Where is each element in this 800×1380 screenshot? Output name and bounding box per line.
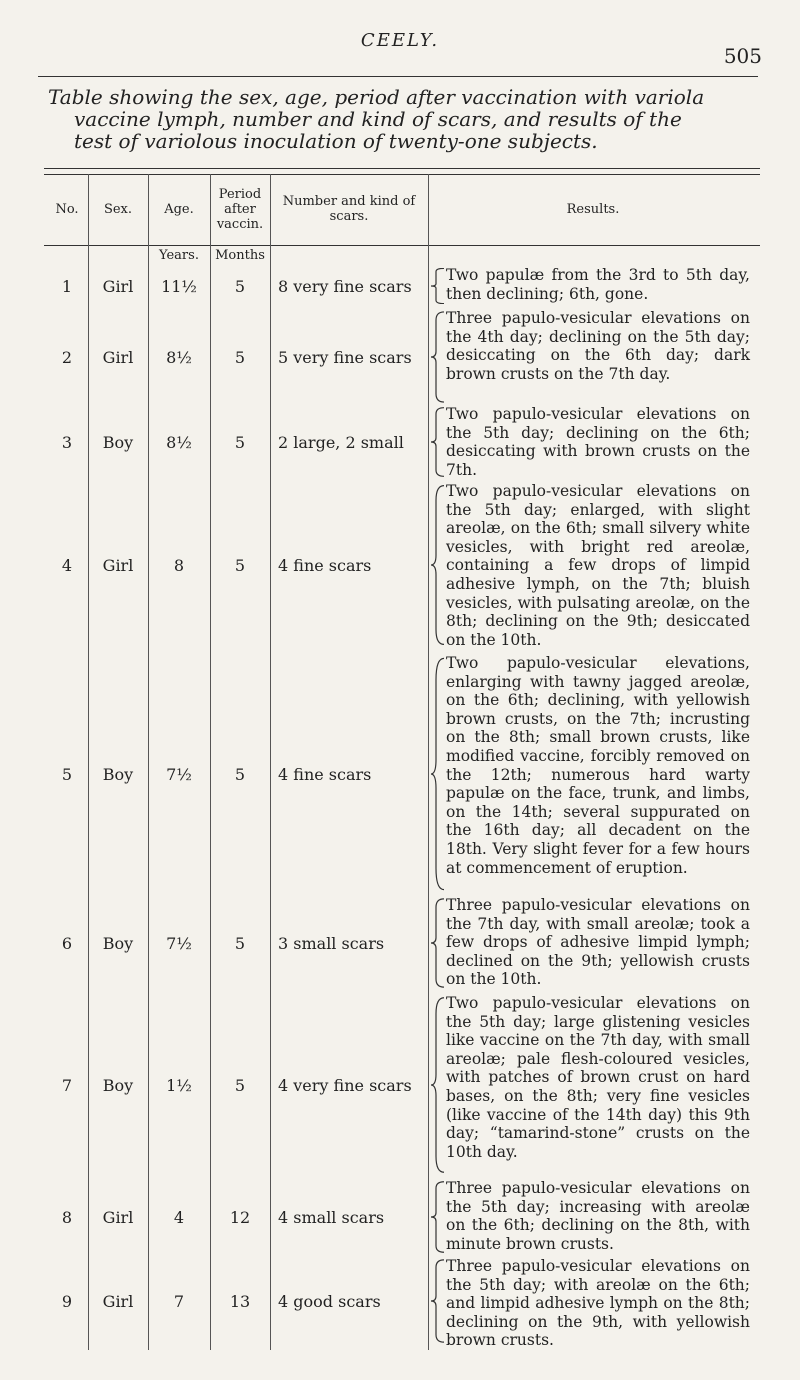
cell-age: 8½ (166, 347, 192, 367)
table-row (0, 309, 800, 405)
cell-scars: 4 small scars (278, 1207, 385, 1227)
cell-result: Two papulo-vesicular elevations on the 5th day; enlarged, with slight areolæ, on the 6th; small silvery white vesicles, with bright red areolæ, containing a few drops of limpid adhesive lymph, on the 7th; bluish vesicles, with pulsating areolæ, on the 8th; declining on the 9th; desiccated on the 10th. (446, 482, 750, 649)
header-no: No. (55, 201, 79, 217)
cell-scars: 4 fine scars (278, 555, 372, 575)
period-unit: Months (215, 248, 265, 263)
cell-no: 7 (61, 1075, 73, 1095)
cell-sex: Boy (102, 1075, 134, 1095)
cell-scars: 5 very fine scars (278, 347, 412, 367)
cell-period: 5 (234, 933, 246, 953)
cell-age: 1½ (166, 1075, 192, 1095)
cell-period: 5 (234, 276, 246, 296)
table-row (0, 1257, 800, 1350)
cell-period: 5 (234, 1075, 246, 1095)
brace-icon (430, 1259, 446, 1343)
cell-age: 11½ (161, 276, 197, 296)
cell-age: 7½ (166, 933, 192, 953)
table-row (0, 1179, 800, 1255)
cell-sex: Boy (102, 432, 134, 452)
cell-period: 5 (234, 347, 246, 367)
cell-period: 13 (229, 1291, 251, 1311)
header-bottom-rule (44, 245, 760, 246)
cell-no: 6 (61, 933, 73, 953)
cell-scars: 4 good scars (278, 1291, 381, 1311)
header-scars: Number and kind of scars. (282, 194, 416, 224)
cell-result: Two papulo-vesicular elevations on the 5th day; declining on the 6th; desiccating with brown crusts on the 7th. (446, 405, 750, 479)
cell-sex: Girl (102, 347, 134, 367)
cell-no: 4 (61, 555, 73, 575)
cell-no: 1 (61, 276, 73, 296)
cell-result: Two papulæ from the 3rd to 5th day, then declining; 6th, gone. (446, 266, 750, 303)
brace-icon (430, 1181, 446, 1253)
cell-period: 5 (234, 555, 246, 575)
cell-period: 5 (234, 764, 246, 784)
cell-result: Two papulo-vesicular elevations on the 5th day; large glistening vesicles like vaccine on the 7th day, with small areolæ; pale flesh-coloured vesicles, with patches of brown crust on hard bases, on the 8th; very fine vesicles (like vaccine of the 14th day) this 9th day; “tamarind-stone” crusts on the 10th day. (446, 994, 750, 1161)
table-row (0, 482, 800, 648)
cell-result: Three papulo-vesicular elevations on the 4th day; declining on the 5th day; desiccating on the 6th day; dark brown crusts on the 7th day. (446, 309, 750, 383)
running-title: CEELY. (360, 30, 440, 51)
cell-no: 3 (61, 432, 73, 452)
cell-scars: 8 very fine scars (278, 276, 412, 296)
cell-result: Two papulo-vesicular elevations, enlarging with tawny jagged areolæ, on the 6th; declining, with yellowish brown crusts, on the 7th; incrusting on the 8th; small brown crusts, like modified vaccine, forcibly removed on the 12th; numerous hard warty papulæ on the face, trunk, and limbs, on the 14th; several suppurated on the 16th day; all decadent on the 18th. Very slight fever for a few hours at commencement of eruption. (446, 654, 750, 877)
table-row (0, 654, 800, 894)
cell-no: 2 (61, 347, 73, 367)
table-top-rule (44, 168, 760, 169)
cell-sex: Boy (102, 764, 134, 784)
page-number: 505 (723, 44, 762, 68)
brace-icon (430, 656, 446, 892)
caption-line: test of variolous inoculation of twenty-one subjects. (74, 129, 598, 153)
table-row (0, 994, 800, 1176)
table-row (0, 266, 800, 306)
cell-no: 5 (61, 764, 73, 784)
brace-icon (430, 268, 446, 304)
table-row (0, 405, 800, 479)
cell-scars: 4 very fine scars (278, 1075, 412, 1095)
cell-result: Three papulo-vesicular elevations on the 5th day; increasing with areolæ on the 6th; declining on the 8th, with minute brown crusts. (446, 1179, 750, 1253)
table-row (0, 896, 800, 990)
table-caption (40, 86, 760, 152)
header-period: Period after vaccin. (216, 186, 264, 232)
cell-age: 4 (173, 1207, 185, 1227)
brace-icon (430, 407, 446, 477)
cell-sex: Boy (102, 933, 134, 953)
cell-age: 7½ (166, 764, 192, 784)
caption-line: vaccine lymph, number and kind of scars, and results of the (74, 107, 682, 131)
cell-scars: 3 small scars (278, 933, 385, 953)
header-age: Age. (164, 201, 194, 217)
cell-no: 9 (61, 1291, 73, 1311)
cell-age: 7 (173, 1291, 185, 1311)
cell-sex: Girl (102, 276, 134, 296)
header-rule (38, 76, 758, 77)
header-results: Results. (566, 201, 620, 217)
cell-scars: 2 large, 2 small (278, 432, 404, 452)
caption-line: Table showing the sex, age, period after vaccination with variola (48, 85, 705, 109)
cell-result: Three papulo-vesicular elevations on the 7th day, with small areolæ; took a few drops of adhesive limpid lymph; declined on the 9th; yellowish crusts on the 10th. (446, 896, 750, 989)
brace-icon (430, 898, 446, 988)
brace-icon (430, 311, 446, 403)
cell-sex: Girl (102, 1291, 134, 1311)
cell-no: 8 (61, 1207, 73, 1227)
cell-age: 8½ (166, 432, 192, 452)
cell-result: Three papulo-vesicular elevations on the 5th day; with areolæ on the 6th; and limpid adhesive lymph on the 8th; declining on the 9th, with yellowish brown crusts. (446, 1257, 750, 1350)
cell-age: 8 (173, 555, 185, 575)
cell-scars: 4 fine scars (278, 764, 372, 784)
age-unit: Years. (159, 248, 199, 263)
cell-sex: Girl (102, 555, 134, 575)
cell-period: 5 (234, 432, 246, 452)
brace-icon (430, 484, 446, 646)
table-top-rule (44, 174, 760, 175)
cell-period: 12 (229, 1207, 251, 1227)
header-sex: Sex. (103, 201, 133, 217)
brace-icon (430, 996, 446, 1174)
cell-sex: Girl (102, 1207, 134, 1227)
